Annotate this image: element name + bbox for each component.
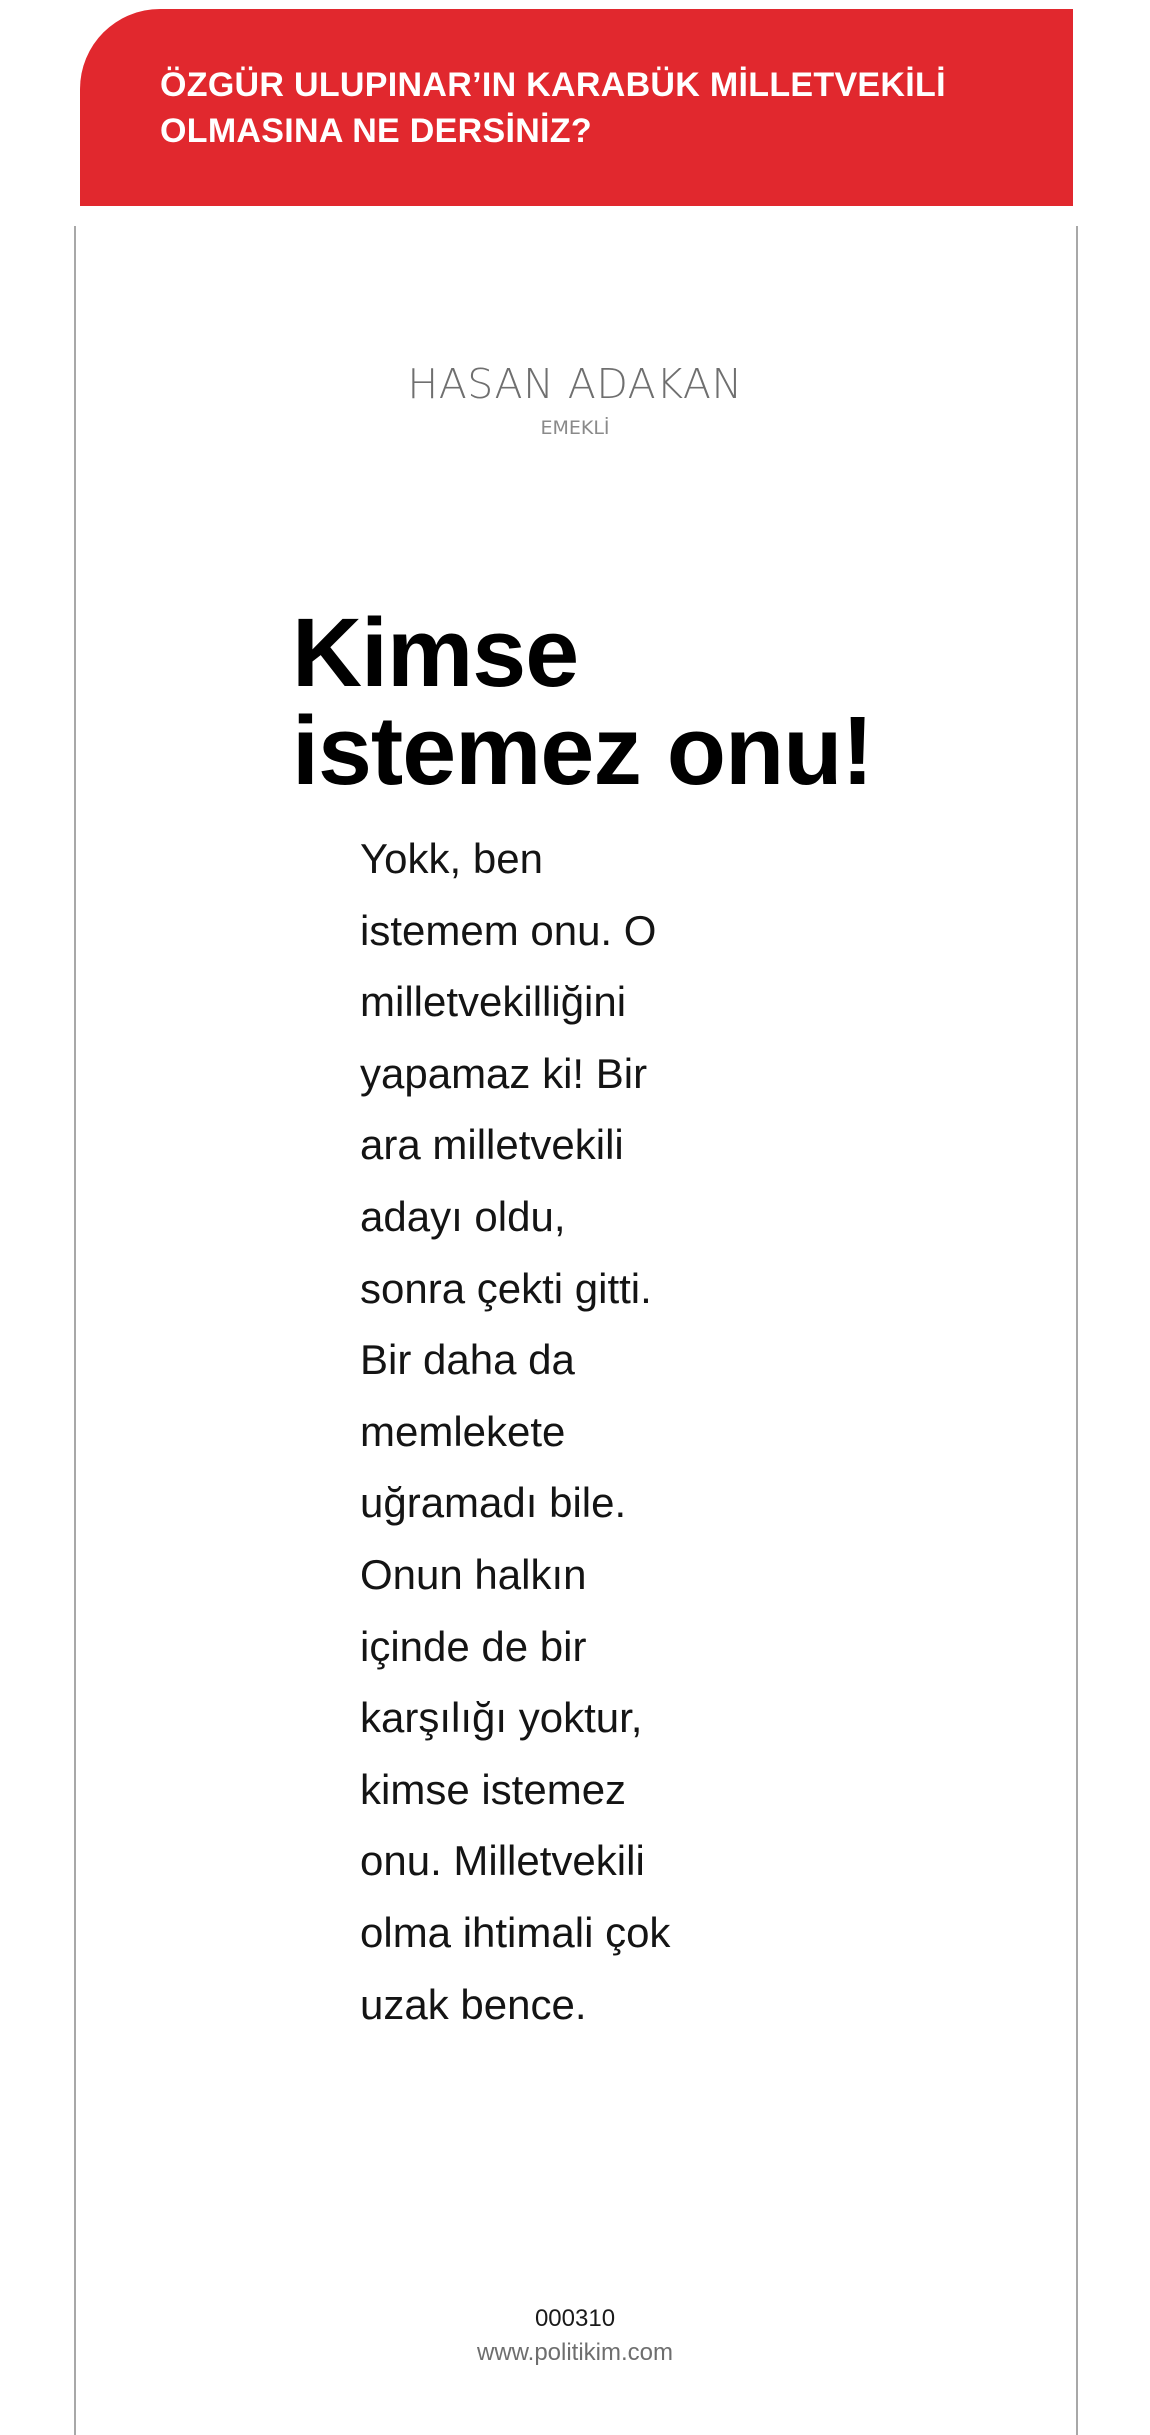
frame-right-border [1076,226,1078,2435]
banner-title: ÖZGÜR ULUPINAR’IN KARABÜK MİLLETVEKİLİ OLMASINA NE DERSİNİZ? [160,66,946,150]
frame-left-border [74,226,76,2435]
quote-body: Yokk, ben istemem onu. O milletvekilliğini yapamaz ki! Bir ara milletvekili adayı oldu, sonra çekti gitti. Bir daha da memlekete uğramadı bile. Onun halkın içinde de bir karşılığı yoktur, kimse istemez onu. Milletvekili olma ihtimali çok uzak bence. [360,835,671,2028]
question-banner [80,9,1073,206]
quote-headline: Kimse istemez onu! [292,598,873,805]
site-link[interactable]: www.politikim.com [476,2339,674,2366]
person-role: EMEKLİ [540,417,610,439]
person-name: HASAN ADAKAN [407,360,743,408]
page-code: 000310 [534,2305,616,2332]
